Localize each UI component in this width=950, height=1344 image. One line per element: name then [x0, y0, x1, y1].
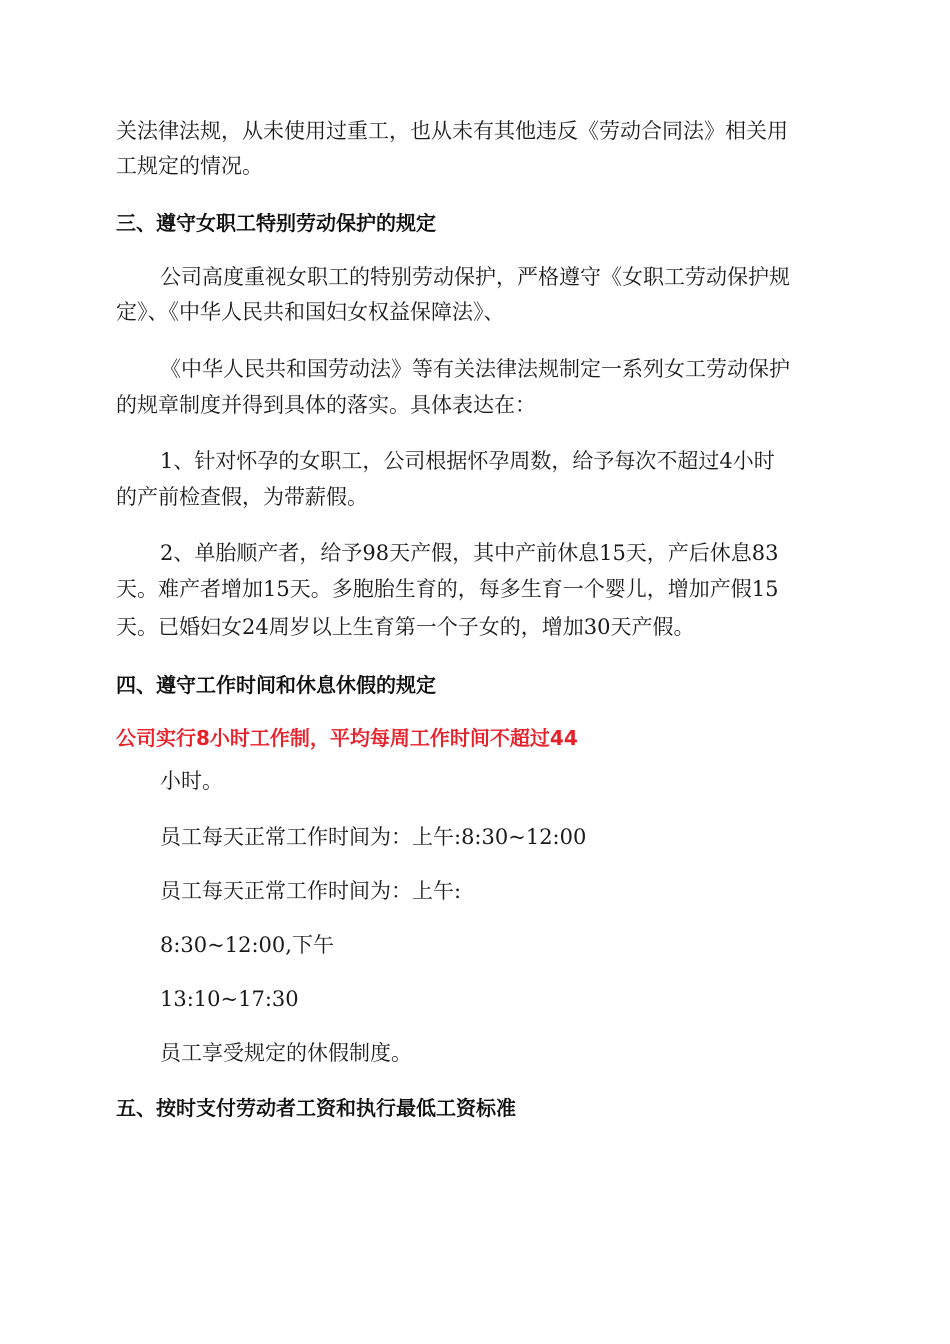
paragraph-line: 定》、《中华人民共和国妇女权益保障法》、	[116, 300, 505, 324]
section-heading-3: 三、遵守女职工特别劳动保护的规定	[116, 211, 436, 235]
paragraph-line: 的规章制度并得到具体的落实。具体表达在：	[116, 393, 536, 417]
paragraph-line: 员工享受规定的休假制度。	[160, 1041, 412, 1065]
list-item-line: 2、单胎顺产者，给予98天产假，其中产前休息15天，产后休息83	[160, 541, 779, 565]
paragraph-line: 员工每天正常工作时间为：上午:8:30~12:00	[160, 825, 587, 849]
section-heading-5: 五、按时支付劳动者工资和执行最低工资标准	[116, 1096, 516, 1120]
highlighted-text: 公司实行8小时工作制，平均每周工作时间不超过44	[116, 726, 578, 750]
paragraph-line: 13:10~17:30	[160, 987, 299, 1011]
section-heading-4: 四、遵守工作时间和休息休假的规定	[116, 673, 436, 697]
paragraph-line: 关法律法规，从未使用过重工，也从未有其他违反《劳动合同法》相关用	[116, 119, 788, 143]
list-item-line: 的产前检查假，为带薪假。	[116, 485, 368, 509]
list-item-line: 1、针对怀孕的女职工，公司根据怀孕周数，给予每次不超过4小时	[160, 449, 775, 473]
paragraph-line: 小时。	[160, 769, 223, 793]
list-item-line: 天。难产者增加15天。多胞胎生育的，每多生育一个婴儿，增加产假15	[116, 577, 779, 601]
paragraph-line: 员工每天正常工作时间为：上午:	[160, 879, 462, 903]
paragraph-line: 8:30~12:00,下午	[160, 933, 334, 957]
paragraph-line: 公司高度重视女职工的特别劳动保护，严格遵守《女职工劳动保护规	[160, 265, 790, 289]
paragraph-line: 《中华人民共和国劳动法》等有关法律法规制定一系列女工劳动保护	[160, 357, 790, 381]
paragraph-line: 工规定的情况。	[116, 154, 263, 178]
list-item-line: 天。已婚妇女24周岁以上生育第一个子女的，增加30天产假。	[116, 615, 695, 639]
